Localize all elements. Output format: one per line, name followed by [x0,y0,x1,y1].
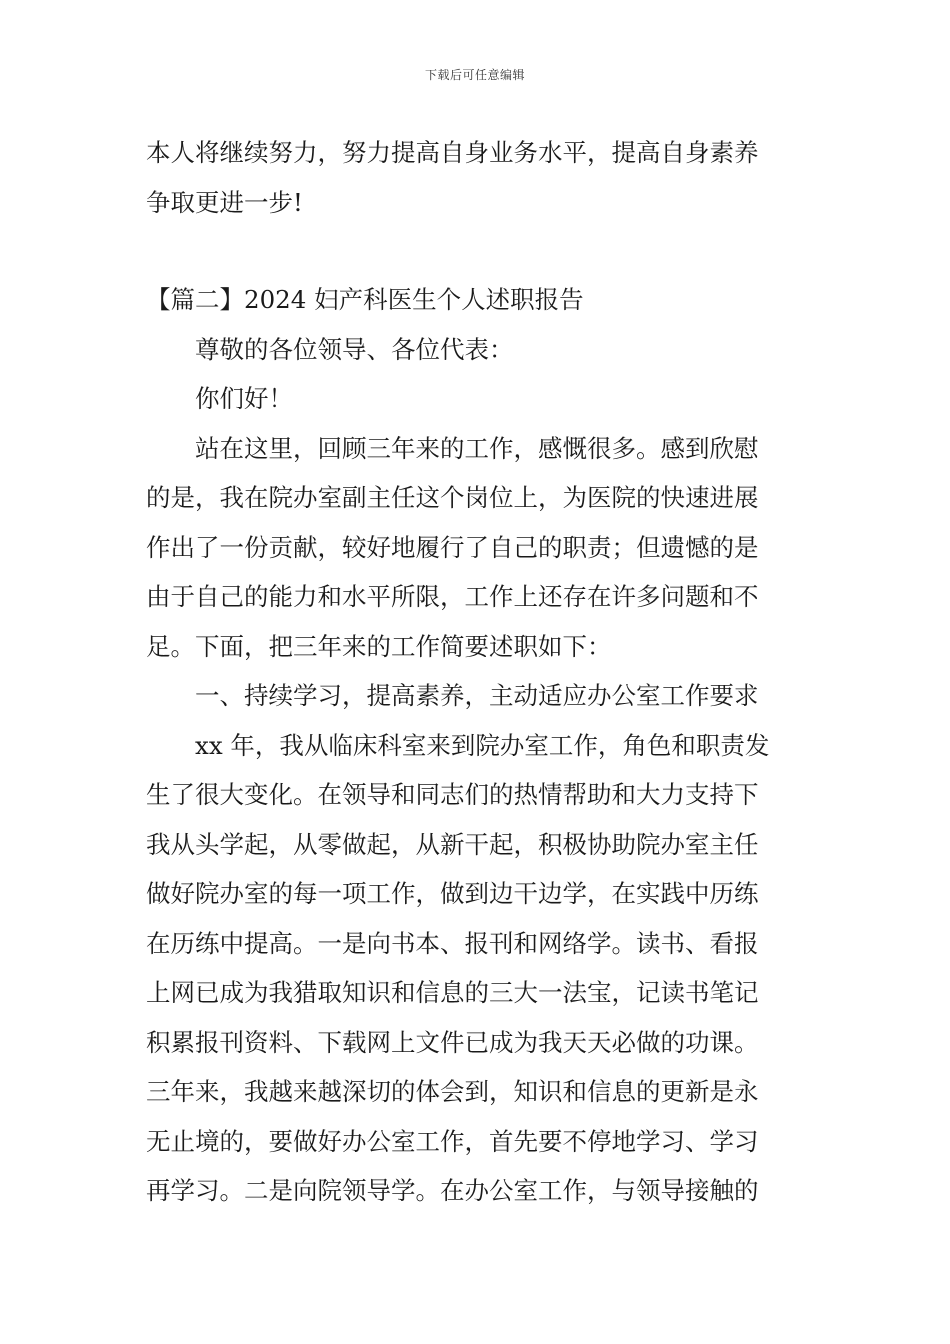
intro-line-2: 争取更进一步! [146,187,303,217]
paragraph-line: 再学习。二是向院领导学。在办公室工作，与领导接触的 [146,1176,759,1205]
paragraph-line: 由于自己的能力和水平所限，工作上还存在许多问题和不 [146,582,759,611]
paragraph-line: xx 年，我从临床科室来到院办室工作，角色和职责发 [195,730,770,760]
paragraph-line: 足。下面，把三年来的工作简要述职如下： [146,631,612,661]
paragraph-line: 做好院办室的每一项工作，做到边干边学，在实践中历练 [146,879,759,908]
greeting: 你们好！ [195,384,293,413]
intro-line-1: 本人将继续努力，努力提高自身业务水平，提高自身素养 [146,138,759,167]
paragraph-line: 站在这里，回顾三年来的工作，感慨很多。感到欣慰 [195,433,759,463]
paragraph-line: 作出了一份贡献，较好地履行了自己的职责；但遗憾的是 [146,532,759,562]
paragraph-line: 无止境的，要做好办公室工作，首先要不停地学习、学习 [146,1126,759,1156]
paragraph-line: 三年来，我越来越深切的体会到，知识和信息的更新是永 [146,1077,759,1106]
page-header: 下载后可任意编辑 [424,68,525,82]
section-title: 【篇二】2024 妇产科医生个人述职报告 [146,285,584,314]
salutation: 尊敬的各位领导、各位代表： [195,334,514,364]
section-gap [146,227,816,275]
paragraph-line: 生了很大变化。在领导和同志们的热情帮助和大力支持下 [146,780,759,809]
paragraph-line: 在历练中提高。一是向书本、报刊和网络学。读书、看报 [146,928,759,958]
section-heading: 一、持续学习，提高素养，主动适应办公室工作要求 [195,681,759,710]
paragraph-line: 我从头学起，从零做起，从新干起，积极协助院办室主任 [146,829,759,859]
paragraph-line: 的是，我在院办室副主任这个岗位上，为医院的快速进展 [146,483,759,512]
paragraph-line: 上网已成为我猎取知识和信息的三大一法宝，记读书笔记 [146,978,759,1007]
paragraph-line: 积累报刊资料、下载网上文件已成为我天天必做的功课。 [146,1027,759,1057]
document-body [146,128,816,1216]
